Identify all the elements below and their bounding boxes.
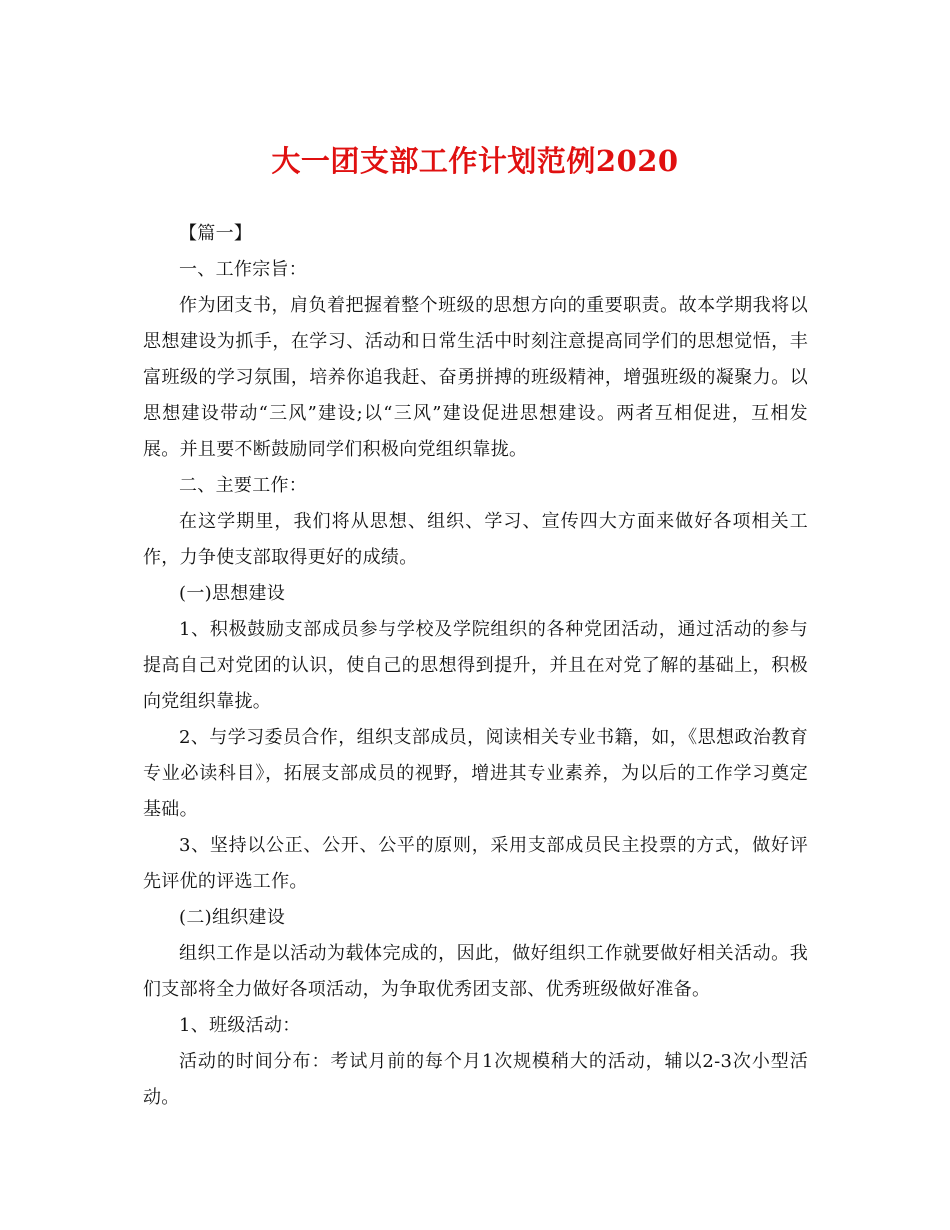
section-marker: 【篇一】 — [179, 223, 253, 244]
subheading-class-activities: 1、班级活动： — [179, 1015, 301, 1036]
heading-work-purpose: 一、工作宗旨： — [179, 259, 308, 280]
paragraph-main-work: 在这学期里，我们将从思想、组织、学习、宣传四大方面来做好各项相关工作，力争使支部取得更好的成绩。 — [143, 511, 808, 568]
subheading-thought-building: (一)思想建设 — [179, 583, 286, 604]
paragraph-organization: 组织工作是以活动为载体完成的，因此，做好组织工作就要做好相关活动。我们支部将全力做好各项活动，为争取优秀团支部、优秀班级做好准备。 — [143, 943, 808, 1000]
document-body — [143, 216, 808, 1116]
list-item-3: 3、坚持以公正、公开、公平的原则，采用支部成员民主投票的方式，做好评先评优的评选工作。 — [143, 835, 808, 892]
paragraph-activity-schedule: 活动的时间分布：考试月前的每个月1次规模稍大的活动，辅以2-3次小型活动。 — [143, 1051, 808, 1108]
list-item-2: 2、与学习委员合作，组织支部成员，阅读相关专业书籍，如，《思想政治教育专业必读科目》，拓展支部成员的视野，增进其专业素养，为以后的工作学习奠定基础。 — [143, 727, 808, 820]
heading-main-work: 二、主要工作： — [179, 475, 308, 496]
list-item-1: 1、积极鼓励支部成员参与学校及学院组织的各种党团活动，通过活动的参与提高自己对党团的认识，使自己的思想得到提升，并且在对党了解的基础上，积极向党组织靠拢。 — [143, 619, 808, 712]
subheading-organization-building: (二)组织建设 — [179, 907, 286, 928]
document-title: 大一团支部工作计划范例2020 — [271, 144, 679, 178]
paragraph-work-purpose: 作为团支书，肩负着把握着整个班级的思想方向的重要职责。故本学期我将以思想建设为抓手，在学习、活动和日常生活中时刻注意提高同学们的思想觉悟，丰富班级的学习氛围，培养你追我赶、奋勇拼搏的班级精神，增强班级的凝聚力。以思想建设带动“三风”建设;以“三风”建设促进思想建设。两者互相促进，互相发展。并且要不断鼓励同学们积极向党组织靠拢。 — [143, 295, 808, 460]
